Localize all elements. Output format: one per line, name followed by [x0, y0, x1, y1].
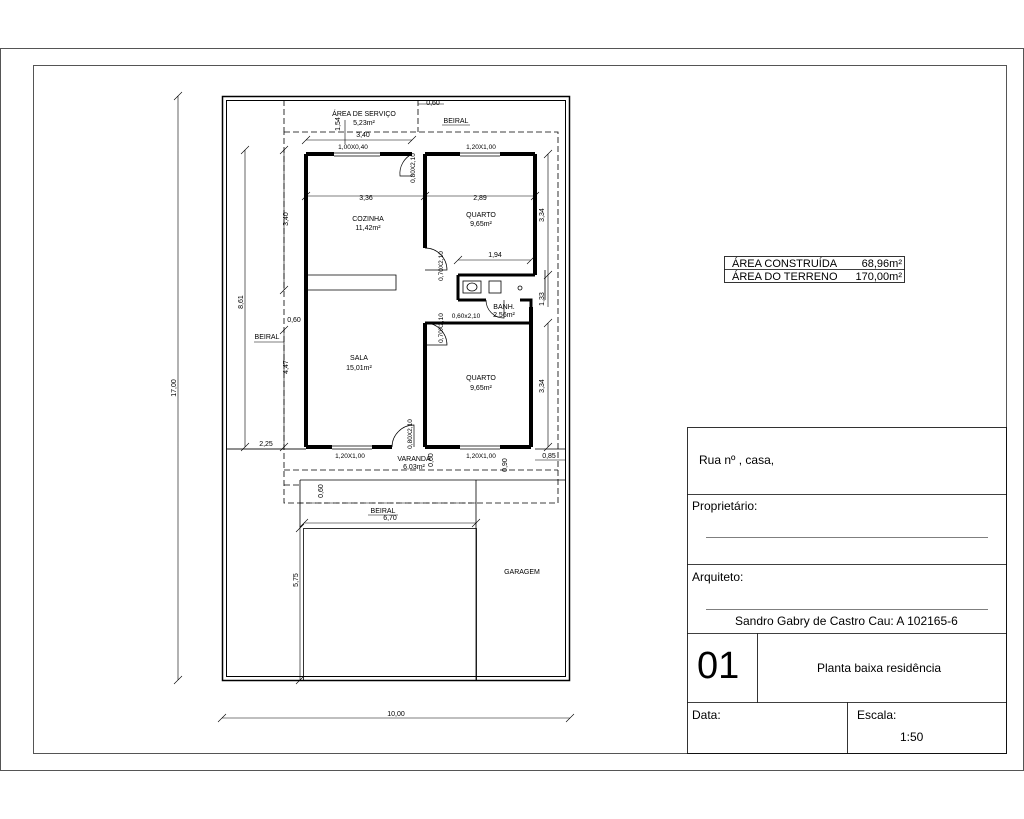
dim-085: 0,85 [542, 453, 556, 460]
label-beiral-bottom: BEIRAL [370, 508, 396, 515]
room-quarto1-area: 9,65m² [470, 221, 492, 228]
dim-194: 1,94 [488, 252, 502, 259]
window-sala-label: 1,20X1,00 [335, 453, 365, 460]
area-construida-value: 68,96m² [861, 258, 902, 270]
area-summary [725, 257, 905, 284]
door-banheiro-label: 0,60x2,10 [451, 313, 481, 320]
dim-289: 2,89 [473, 195, 487, 202]
window-quarto-bottom-label: 1,20X1,00 [466, 453, 496, 460]
title-block-sheet-title: Planta baixa residência [817, 661, 942, 675]
dim-090: 0,90 [502, 458, 509, 472]
floor-plan [171, 92, 574, 722]
dim-133: 1,33 [539, 292, 546, 306]
title-block-architect-name: Sandro Gabry de Castro Cau: A 102165-6 [735, 614, 958, 628]
room-varanda-area: 6,03m² [403, 464, 425, 471]
title-block-scale-label: Escala: [857, 708, 897, 722]
title-block-owner-label: Proprietário: [692, 499, 758, 513]
garage-slab [304, 529, 477, 681]
room-banheiro-name: BANH. [493, 304, 515, 311]
garage-divider [476, 480, 565, 680]
porch-dashed [284, 470, 558, 485]
dim-670: 6,70 [383, 515, 397, 522]
room-quarto2-area: 9,65m² [470, 385, 492, 392]
room-sala-area: 15,01m² [346, 365, 372, 372]
room-banheiro-area: 2,56m² [493, 312, 515, 319]
room-cozinha-name: COZINHA [352, 216, 384, 223]
room-varanda-name: VARANDA [397, 456, 431, 463]
lot-boundary [223, 97, 570, 681]
dim-top-060: 0,60 [426, 100, 440, 107]
title-block-scale-value: 1:50 [900, 730, 924, 744]
dim-334a: 3,34 [539, 208, 546, 222]
room-sala-name: SALA [350, 355, 368, 362]
area-terreno-label: ÁREA DO TERRENO [732, 271, 838, 283]
dim-340v: 3,40 [283, 212, 290, 226]
room-garagem-name: GARAGEM [504, 569, 540, 576]
sink [489, 281, 501, 293]
dim-340: 3,40 [356, 132, 370, 139]
label-beiral-top: BEIRAL [443, 118, 469, 125]
door-entrada-label: 0,80X2,10 [407, 419, 414, 449]
title-block-architect-label: Arquiteto: [692, 570, 744, 584]
room-area-servico-name: ÁREA DE SERVIÇO [332, 111, 396, 118]
window-cozinha-label: 1,00X0,40 [338, 144, 368, 151]
dim-861: 8,61 [238, 295, 245, 309]
toilet-bowl [467, 283, 477, 291]
dim-225: 2,25 [259, 441, 273, 448]
dim-334b: 3,34 [539, 379, 546, 393]
title-block-address: Rua nº , casa, [699, 453, 775, 467]
dim-447: 4,47 [283, 360, 290, 374]
room-quarto2-name: QUARTO [466, 375, 496, 382]
room-cozinha-area: 11,42m² [355, 225, 381, 232]
room-area-servico-area: 5,23m² [353, 120, 375, 127]
dim-060-bot: 0,60 [428, 453, 435, 467]
area-terreno-value: 170,00m² [855, 271, 902, 283]
area-construida-label: ÁREA CONSTRUÍDA [732, 258, 838, 270]
window-quarto-top-label: 1,20X1,00 [466, 144, 496, 151]
inner-border [34, 66, 1007, 754]
dim-1000: 10,00 [387, 711, 405, 718]
title-block-grid [688, 428, 1007, 754]
dim-575: 5,75 [293, 573, 300, 587]
room-quarto1-name: QUARTO [466, 212, 496, 219]
dim-area-154: 1,54 [335, 117, 342, 131]
lot-boundary-inner [227, 101, 566, 677]
wall-kitchen-sala [306, 275, 396, 290]
title-block-sheet-number: 01 [697, 645, 740, 687]
label-beiral-left: BEIRAL [254, 334, 280, 341]
title-block-date-label: Data: [692, 708, 721, 722]
dimension-lines [174, 92, 574, 722]
dim-1700: 17,00 [171, 379, 178, 397]
dim-336: 3,36 [359, 195, 373, 202]
shower-drain [518, 286, 522, 290]
door-quarto2-label: 0,70X2,10 [438, 313, 445, 343]
door-quarto1-label: 0,70X2,10 [438, 251, 445, 281]
dim-060-left: 0,60 [287, 317, 301, 324]
door-cozinha-label: 0,80X2,10 [410, 153, 417, 183]
dim-060-beiral: 0,60 [318, 484, 325, 498]
